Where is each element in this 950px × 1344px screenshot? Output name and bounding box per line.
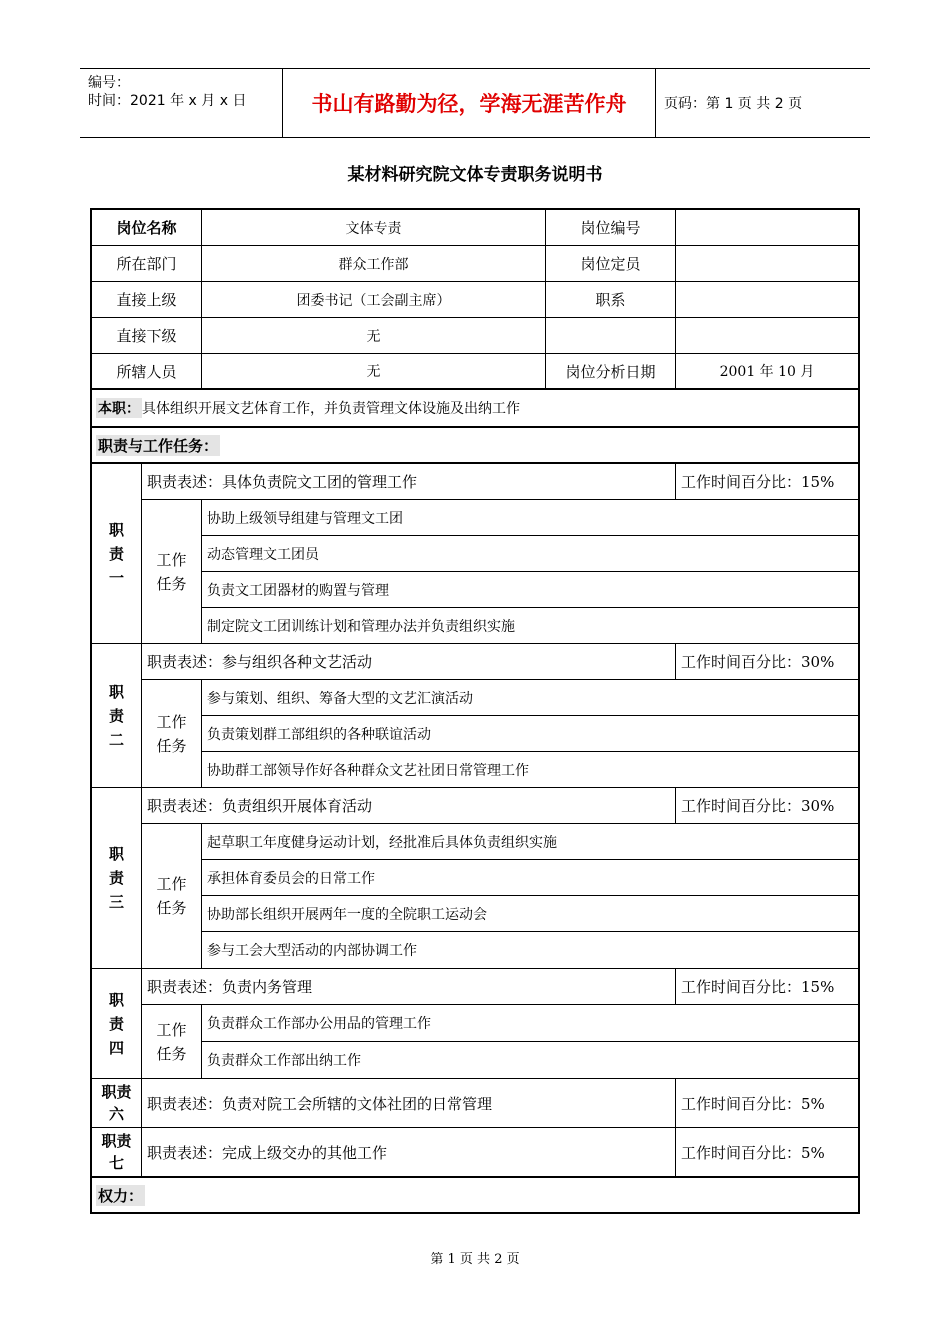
duty-3-task: 参与工会大型活动的内部协调工作 bbox=[202, 932, 858, 969]
duty-1-task-label: 工作 任务 bbox=[142, 500, 202, 644]
duty-7-desc: 职责表述：完成上级交办的其他工作 bbox=[142, 1128, 676, 1178]
document-date: 时间：2021 年 x 月 x 日 bbox=[88, 93, 247, 109]
label-headcount: 岗位定员 bbox=[546, 246, 676, 282]
value-analysis-date: 2001 年 10 月 bbox=[676, 354, 858, 390]
label-position-name: 岗位名称 bbox=[92, 210, 202, 246]
page-header bbox=[80, 68, 870, 138]
duty-3-label bbox=[92, 788, 142, 969]
value-department: 群众工作部 bbox=[202, 246, 546, 282]
duty-3-name: 职 责 三 bbox=[108, 845, 124, 911]
duty-7-label bbox=[92, 1128, 142, 1178]
label-empty bbox=[546, 318, 676, 354]
duty-6-desc: 职责表述：负责对院工会所辖的文体社团的日常管理 bbox=[142, 1079, 676, 1128]
label-job-family: 职系 bbox=[546, 282, 676, 318]
duty-main-text: 具体组织开展文艺体育工作，并负责管理文体设施及出纳工作 bbox=[142, 401, 520, 417]
document-number: 编号： bbox=[88, 75, 130, 91]
value-empty bbox=[676, 318, 858, 354]
duty-6-pct: 工作时间百分比：5% bbox=[676, 1079, 858, 1128]
duty-4-label bbox=[92, 969, 142, 1079]
value-position-name: 文体专责 bbox=[202, 210, 546, 246]
value-headcount bbox=[676, 246, 858, 282]
header-meta bbox=[80, 69, 282, 137]
duty-4-desc: 职责表述：负责内务管理 bbox=[142, 969, 676, 1005]
value-direct-subordinate: 无 bbox=[202, 318, 546, 354]
label-department: 所在部门 bbox=[92, 246, 202, 282]
label-staff: 所辖人员 bbox=[92, 354, 202, 390]
value-job-family bbox=[676, 282, 858, 318]
duty-1-pct: 工作时间百分比：15% bbox=[676, 464, 858, 500]
duty-1-task: 动态管理文工团员 bbox=[202, 536, 858, 572]
duty-7-name: 职责 七 bbox=[101, 1132, 132, 1172]
duty-3-task-label: 工作 任务 bbox=[142, 824, 202, 969]
header-motto: 书山有路勤为径，学海无涯苦作舟 bbox=[282, 69, 656, 137]
duty-3-task: 起草职工年度健身运动计划，经批准后具体负责组织实施 bbox=[202, 824, 858, 860]
duties-header: 职责与工作任务： bbox=[98, 436, 219, 455]
duty-2-task: 参与策划、组织、筹备大型的文艺汇演活动 bbox=[202, 680, 858, 716]
duties-header-row bbox=[92, 428, 858, 464]
label-direct-subordinate: 直接下级 bbox=[92, 318, 202, 354]
duty-4-task-label: 工作 任务 bbox=[142, 1005, 202, 1079]
duty-6-name: 职责 六 bbox=[101, 1083, 132, 1123]
duty-6-label bbox=[92, 1079, 142, 1128]
duty-2-task: 负责策划群工部组织的各种联谊活动 bbox=[202, 716, 858, 752]
value-staff: 无 bbox=[202, 354, 546, 390]
duty-2-name: 职 责 二 bbox=[108, 682, 124, 749]
duty-3-pct: 工作时间百分比：30% bbox=[676, 788, 858, 824]
duty-4-task: 负责群众工作部办公用品的管理工作 bbox=[202, 1005, 858, 1042]
label-direct-superior: 直接上级 bbox=[92, 282, 202, 318]
duty-3-task: 协助部长组织开展两年一度的全院职工运动会 bbox=[202, 896, 858, 932]
duty-main-row bbox=[92, 390, 858, 428]
page-footer: 第 1 页 共 2 页 bbox=[430, 1252, 520, 1267]
value-position-code bbox=[676, 210, 858, 246]
duty-3-desc: 职责表述：负责组织开展体育活动 bbox=[142, 788, 676, 824]
duty-1-desc: 职责表述：具体负责院文工团的管理工作 bbox=[142, 464, 676, 500]
duty-7-pct: 工作时间百分比：5% bbox=[676, 1128, 858, 1178]
power-row bbox=[92, 1178, 858, 1212]
duty-2-task-label: 工作 任务 bbox=[142, 680, 202, 788]
document-title: 某材料研究院文体专责职务说明书 bbox=[347, 165, 603, 185]
duty-2-pct: 工作时间百分比：30% bbox=[676, 644, 858, 680]
duty-main-label: 本职： bbox=[96, 398, 142, 418]
duty-1-label bbox=[92, 464, 142, 644]
header-page-info: 页码：第 1 页 共 2 页 bbox=[664, 96, 803, 112]
duty-1-name: 职 责 一 bbox=[108, 520, 124, 587]
label-analysis-date: 岗位分析日期 bbox=[546, 354, 676, 390]
duty-1-task: 协助上级领导组建与管理文工团 bbox=[202, 500, 858, 536]
duty-1-task: 制定院文工团训练计划和管理办法并负责组织实施 bbox=[202, 608, 858, 644]
power-label: 权力： bbox=[98, 1186, 144, 1205]
job-description-table bbox=[90, 208, 860, 1214]
duty-2-task: 协助群工部领导作好各种群众文艺社团日常管理工作 bbox=[202, 752, 858, 788]
duty-4-name: 职 责 四 bbox=[108, 990, 124, 1057]
duty-1-task: 负责文工团器材的购置与管理 bbox=[202, 572, 858, 608]
duty-4-task: 负责群众工作部出纳工作 bbox=[202, 1042, 858, 1079]
value-direct-superior: 团委书记（工会副主席） bbox=[202, 282, 546, 318]
label-position-code: 岗位编号 bbox=[546, 210, 676, 246]
duty-2-label bbox=[92, 644, 142, 788]
duty-3-task: 承担体育委员会的日常工作 bbox=[202, 860, 858, 896]
duty-4-pct: 工作时间百分比：15% bbox=[676, 969, 858, 1005]
duty-2-desc: 职责表述：参与组织各种文艺活动 bbox=[142, 644, 676, 680]
